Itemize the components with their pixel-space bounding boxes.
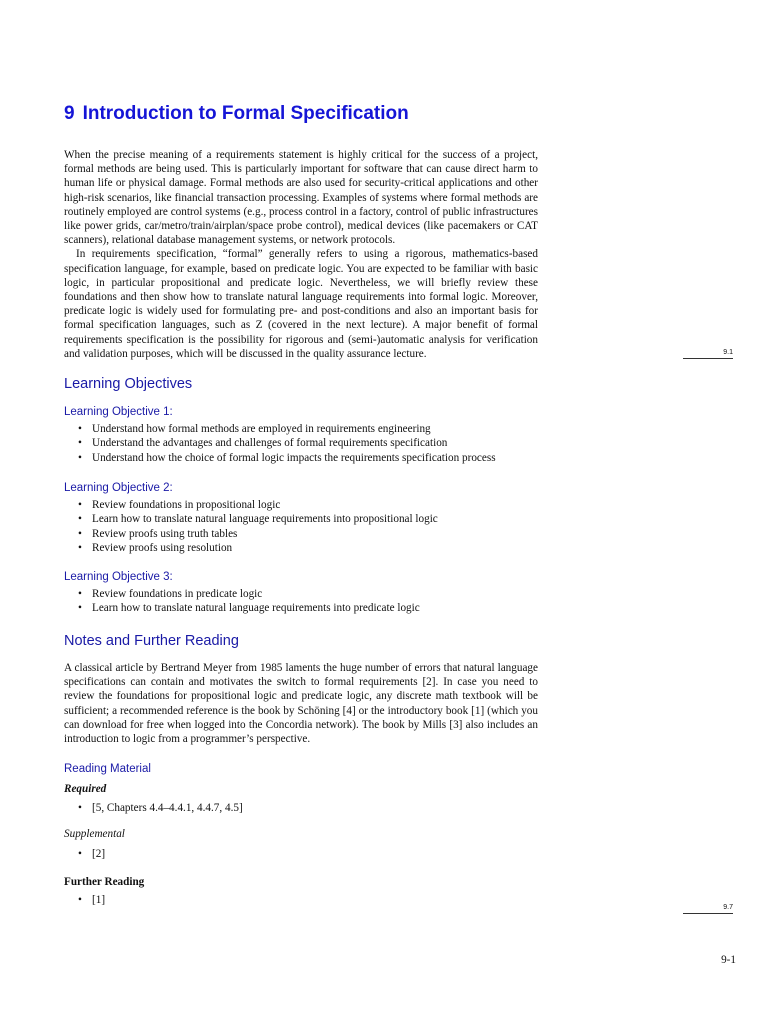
bullet-icon: • xyxy=(78,451,82,464)
learning-objective-1-heading: Learning Objective 1: xyxy=(64,406,173,418)
list-item-text: Review foundations in predicate logic xyxy=(92,588,263,600)
chapter-title-text: Introduction to Formal Specification xyxy=(82,103,409,124)
list-item xyxy=(78,587,420,601)
bullet-icon: • xyxy=(78,499,82,511)
required-label: Required xyxy=(64,783,107,795)
list-item-text: Review foundations in propositional logic xyxy=(92,499,281,511)
list-item-text: Review proofs using resolution xyxy=(92,542,233,555)
slide-reference-1-label: 9.1 xyxy=(723,349,733,356)
list-item-text: Understand the advantages and challenges of formal requirements specification xyxy=(92,437,448,450)
list-item-text: Review proofs using truth tables xyxy=(92,527,238,540)
list-item xyxy=(78,801,243,815)
list-item-text: Learn how to translate natural language requirements into propositional logic xyxy=(92,513,438,526)
list-item xyxy=(78,512,438,526)
notes-text xyxy=(64,661,538,746)
list-item-text: Understand how formal methods are employed in requirements engineering xyxy=(92,423,431,435)
further-reading-list xyxy=(78,893,105,907)
list-item xyxy=(78,422,496,436)
bullet-icon: • xyxy=(78,602,82,615)
list-item xyxy=(78,451,496,465)
list-item-text: Learn how to translate natural language requirements into predicate logic xyxy=(92,602,420,615)
slide-reference-2-label: 9.7 xyxy=(723,904,733,911)
learning-objective-3-heading: Learning Objective 3: xyxy=(64,571,173,583)
list-item xyxy=(78,601,420,615)
intro-paragraph-1: When the precise meaning of a requirements statement is highly critical for the success of a project, formal methods are being used. This is particularly important for software that can cause direct harm to human life or physical damage. Formal methods are also used for security-critical applications and other high-risk scenarios, like financial transaction processing. Examples of systems where formal methods are routinely employed are control systems (e.g., process control in a factory, control of public infrastructures like power grids, car/metro/train/airplan/space probe control), medical devices (like pacemakers or CAT scanners), relational database management systems, or network protocols. xyxy=(64,149,538,247)
learning-objective-2-heading: Learning Objective 2: xyxy=(64,482,173,494)
intro-paragraph-2: In requirements specification, “formal” generally refers to using a rigorous, mathematics-based specification language, for example, based on predicate logic. You are expected to be familiar with basic logic, in particular propositional and predicate logic. Nevertheless, we will briefly review these foundations and then show how to translate natural language requirements into formal logic. Moreover, predicate logic is widely used for formulating pre- and post-conditions and also an important basis for formal specification languages, such as Z (covered in the next lecture). A major benefit of formal requirements specification is the possibility for rigorous and (semi-)automatic analysis for verification and validation purposes, which will be discussed in the quality assurance lecture. xyxy=(64,248,538,360)
list-item-text: Understand how the choice of formal logic impacts the requirements specification process xyxy=(92,451,496,464)
chapter-title xyxy=(64,103,409,125)
page-number: 9-1 xyxy=(721,954,736,966)
bullet-icon: • xyxy=(78,423,82,435)
bullet-icon: • xyxy=(78,894,82,906)
slide-reference-2-rule xyxy=(683,913,733,914)
list-item xyxy=(78,436,496,450)
list-item-text: [5, Chapters 4.4–4.4.1, 4.4.7, 4.5] xyxy=(92,802,243,814)
notes-heading: Notes and Further Reading xyxy=(64,633,239,649)
bullet-icon: • xyxy=(78,437,82,450)
learning-objective-2-list xyxy=(78,498,438,556)
supplemental-label: Supplemental xyxy=(64,828,125,840)
list-item xyxy=(78,847,105,861)
slide-reference-1 xyxy=(683,349,733,356)
further-reading-label: Further Reading xyxy=(64,876,145,888)
list-item xyxy=(78,541,438,555)
bullet-icon: • xyxy=(78,802,82,814)
list-item xyxy=(78,527,438,541)
slide-reference-2 xyxy=(683,904,733,911)
learning-objective-3-list xyxy=(78,587,420,616)
bullet-icon: • xyxy=(78,848,82,860)
list-item-text: [2] xyxy=(92,848,106,860)
bullet-icon: • xyxy=(78,588,82,600)
intro-text xyxy=(64,148,538,361)
bullet-icon: • xyxy=(78,542,82,555)
notes-paragraph: A classical article by Bertrand Meyer from 1985 laments the huge number of errors that natural language specifications can contain and motivates the switch to formal requirements [2]. In case you need to review the foundations for propositional logic and predicate logic, any discrete math textbook will be sufficient; a recommended reference is the book by Schöning [4] or the introductory book [1] (which you can download for free when logged into the Concordia network). The book by Mills [3] also includes an introduction to logic from a programmer’s perspective. xyxy=(64,662,538,746)
learning-objective-1-list xyxy=(78,422,496,465)
reading-material-heading: Reading Material xyxy=(64,763,151,775)
supplemental-list xyxy=(78,847,105,861)
list-item xyxy=(78,893,105,907)
bullet-icon: • xyxy=(78,527,82,540)
bullet-icon: • xyxy=(78,513,82,526)
list-item xyxy=(78,498,438,512)
list-item-text: [1] xyxy=(92,894,106,906)
learning-objectives-heading: Learning Objectives xyxy=(64,376,193,392)
slide-reference-1-rule xyxy=(683,358,733,359)
required-list xyxy=(78,801,243,815)
chapter-number: 9 xyxy=(64,103,75,124)
